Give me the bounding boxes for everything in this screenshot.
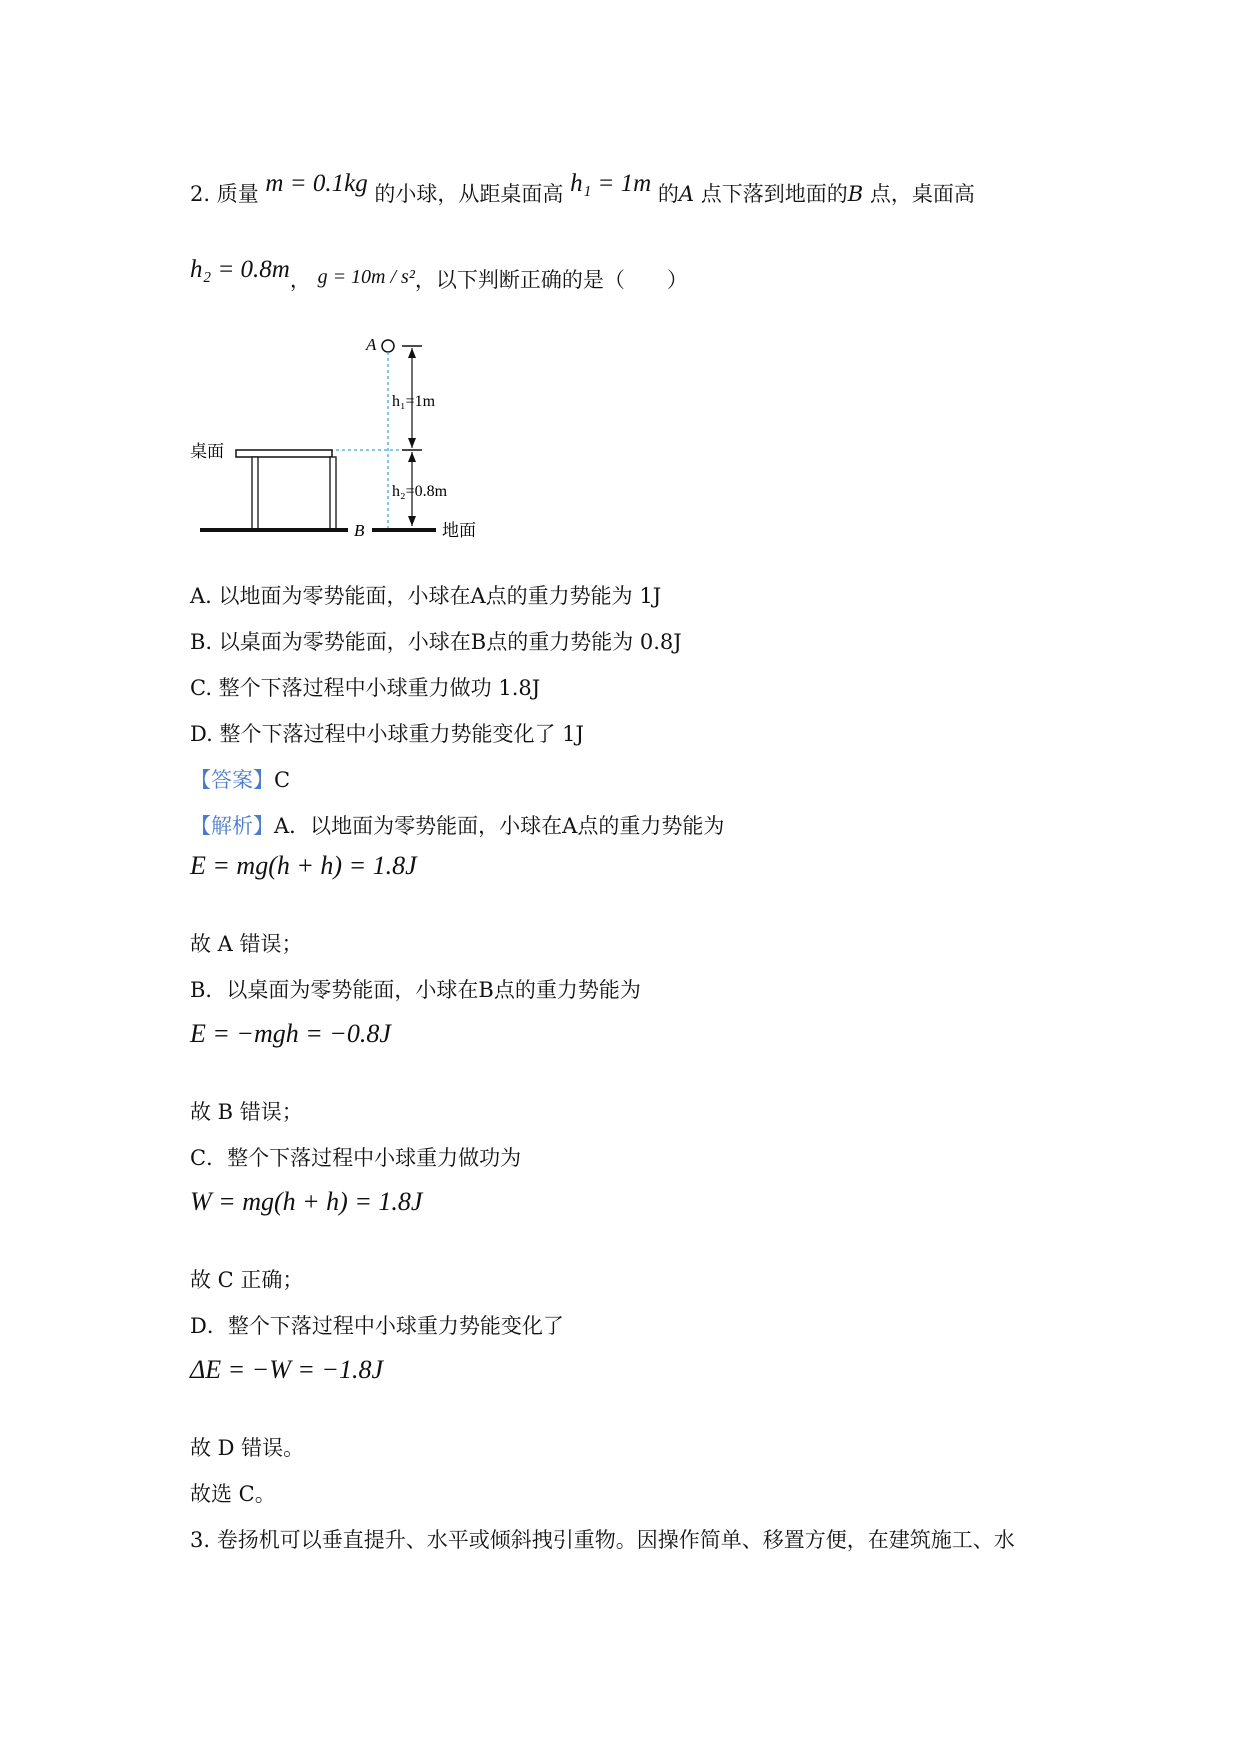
point-b-label: B [847, 182, 864, 206]
formula-c [190, 1188, 422, 1216]
question-2-line-2 [190, 256, 688, 295]
figure-label-b: B [354, 521, 365, 540]
answer-value: C [274, 768, 291, 792]
stem-text: 点，桌面高 [869, 182, 975, 206]
stem-text: ，以下判断正确的是（ ） [414, 268, 688, 292]
h1-arrow-up [408, 348, 416, 358]
option-b: B. 以桌面为零势能面，小球在B点的重力势能为 0.8J [190, 630, 682, 654]
figure-label-h1: h₁=1m [392, 393, 436, 410]
stem-text: 的 [657, 182, 679, 206]
option-c: C. 整个下落过程中小球重力做功 1.8J [190, 676, 541, 700]
formula-b [190, 1020, 391, 1048]
stem-text: ， [289, 268, 311, 292]
figure-label-table: 桌面 [190, 442, 224, 462]
analysis-line-b: B．以桌面为零势能面，小球在B点的重力势能为 [190, 978, 641, 1002]
table-top [236, 450, 332, 457]
stem-text: 的小球，从距桌面高 [374, 182, 564, 206]
conclusion-b: 故 B 错误； [190, 1100, 303, 1124]
figure-label-ground: 地面 [442, 521, 476, 541]
answer-line [190, 766, 290, 794]
answer-label: 【答案】 [190, 768, 274, 792]
analysis-line-d: D．整个下落过程中小球重力势能变化了 [190, 1314, 564, 1338]
figure-label-a: A [366, 335, 377, 354]
mass-formula: m = 0.1kg [265, 170, 368, 197]
conclusion-d: 故 D 错误。 [190, 1436, 305, 1460]
table-leg-right [330, 457, 336, 529]
formula-a [190, 852, 417, 880]
analysis-a-intro: A．以地面为零势能面，小球在A点的重力势能为 [274, 814, 725, 838]
question-3-line-1: 3. 卷扬机可以垂直提升、水平或倾斜拽引重物。因操作简单、移置方便，在建筑施工、水 [190, 1528, 1015, 1552]
h1-arrow-down [408, 438, 416, 448]
point-a-label: A [678, 182, 695, 206]
final-choice: 故选 C。 [190, 1482, 276, 1506]
falling-ball-diagram [190, 330, 530, 550]
formula-d-text: ΔE = −W = −1.8J [190, 1355, 384, 1384]
stem-text: 点下落到地面的 [700, 182, 848, 206]
table-leg-left [252, 457, 258, 529]
formula-a-text: E = mg(h + h) = 1.8J [190, 851, 417, 880]
ball-icon [382, 340, 394, 352]
conclusion-c: 故 C 正确； [190, 1268, 304, 1292]
h1-formula: h₁ = 1m [570, 170, 652, 197]
question-number: 2. [190, 182, 211, 206]
option-d: D. 整个下落过程中小球重力势能变化了 1J [190, 722, 584, 746]
analysis-label: 【解析】 [190, 814, 274, 838]
formula-b-text: E = −mgh = −0.8J [190, 1019, 391, 1048]
stem-text: 质量 [216, 182, 259, 206]
conclusion-a: 故 A 错误； [190, 932, 303, 956]
formula-d [190, 1356, 383, 1384]
question-2-line-1 [190, 170, 975, 208]
h2-formula: h₂ = 0.8m [190, 256, 290, 283]
g-formula: g = 10m / s² [317, 266, 415, 288]
h2-arrow-up [408, 452, 416, 462]
analysis-line-c: C．整个下落过程中小球重力做功为 [190, 1146, 522, 1170]
figure-label-h2: h₂=0.8m [392, 483, 448, 500]
formula-c-text: W = mg(h + h) = 1.8J [190, 1187, 423, 1216]
h2-arrow-down [408, 516, 416, 526]
analysis-line-a [190, 812, 724, 840]
option-a: A. 以地面为零势能面，小球在A点的重力势能为 1J [190, 584, 662, 608]
